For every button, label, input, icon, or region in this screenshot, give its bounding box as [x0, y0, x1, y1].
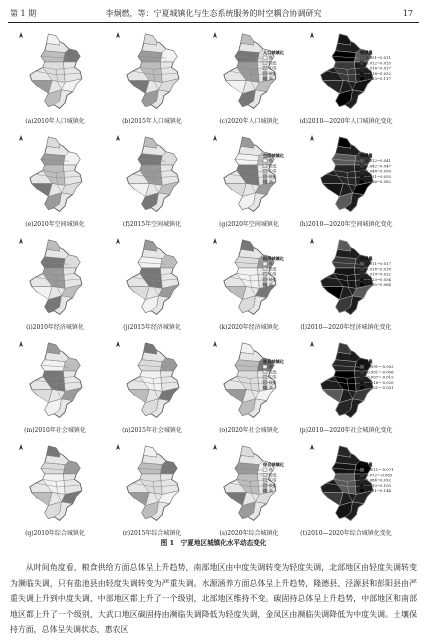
legend-swatch: [360, 180, 364, 184]
legend-label: 0.011~0.017: [366, 261, 391, 267]
level-map: [127, 34, 179, 108]
panel-caption: (s)2020年综合城镇化: [219, 530, 279, 537]
legend-label: 较低: [269, 472, 277, 478]
legend-swatch: [263, 478, 267, 482]
legend-swatch: [360, 489, 364, 493]
legend-label: 0.042~0.047: [366, 163, 391, 169]
panel-caption: (f)2015年空间城镇化: [122, 221, 182, 228]
legend-label: 中等: [269, 271, 277, 277]
legend-label: 中等: [269, 374, 277, 380]
legend-swatch: [263, 370, 267, 374]
legend-swatch: [263, 72, 267, 76]
legend-title: 增减量: [360, 50, 373, 55]
legend-label: 中等: [269, 168, 277, 174]
legend-swatch: [263, 375, 267, 379]
legend-label: 高: [269, 488, 273, 493]
legend-label: 0.056~0.082: [366, 179, 391, 184]
legend-label: -0.016~-0.020: [366, 379, 394, 385]
legend-swatch: [360, 56, 364, 60]
issue-number: 第 1 期: [10, 9, 37, 18]
legend-swatch: [360, 66, 364, 70]
legend-label: 0.072~-0.083: [366, 472, 393, 478]
legend-label: 低: [269, 364, 273, 370]
panel-caption: (l)2010—2020年经济城镇化变化: [300, 324, 392, 331]
change-legend: [360, 358, 394, 390]
figure-1: [0, 28, 427, 548]
legend-label: 低: [269, 158, 273, 164]
legend-swatch: [263, 381, 267, 385]
legend-swatch: [360, 365, 364, 369]
legend-swatch: [263, 365, 267, 369]
legend-swatch: [263, 489, 267, 493]
legend-label: 中等: [269, 477, 277, 483]
panel-caption: (r)2015年综合城镇化: [122, 530, 182, 537]
legend-swatch: [360, 272, 364, 276]
panel-caption: (a)2010年人口城镇化: [25, 118, 85, 125]
legend-label: 低: [269, 467, 273, 473]
level-map: [127, 446, 179, 520]
legend-swatch: [360, 169, 364, 173]
legend-label: 0.001~0.011: [366, 55, 391, 61]
legend-title: 增减量: [360, 462, 373, 467]
legend-label: 0.035~0.064: [366, 282, 391, 287]
legend-swatch: [263, 473, 267, 477]
legend-label: -0.007~-0.015: [366, 374, 394, 380]
north-arrow-icon: [310, 238, 314, 244]
legend-label: 较低: [269, 369, 277, 375]
legend-swatch: [360, 478, 364, 482]
legend-title: 人口城镇化: [263, 50, 284, 55]
north-arrow-icon: [213, 238, 217, 244]
legend-label: 较低: [269, 266, 277, 272]
legend-label: 0.101~0.144: [366, 488, 391, 493]
panel-caption: (o)2020年社会城镇化: [219, 427, 279, 434]
legend-label: 较低: [269, 163, 277, 169]
legend-label: 高: [269, 76, 273, 81]
figure-caption: 图 1 宁夏地区城镇化水平动态变化: [160, 539, 267, 547]
legend-label: 0.018~0.032: [366, 70, 391, 76]
north-arrow-icon: [310, 444, 314, 450]
north-arrow-icon: [19, 444, 23, 450]
panel-caption: (p)2010—2020年社会城镇化变化: [299, 427, 393, 434]
north-arrow-icon: [213, 32, 217, 38]
legend-label: -0.001~-0.006: [366, 369, 394, 375]
panel-caption: (h)2010—2020年空间城镇化变化: [299, 221, 393, 228]
panel-caption: (g)2020年空间城镇化: [219, 221, 279, 228]
legend-label: 0.012~0.015: [366, 60, 391, 66]
north-arrow-icon: [19, 32, 23, 38]
panel-caption: (t)2010—2020年综合城镇化变化: [300, 530, 392, 537]
legend-label: 0.048~0.050: [366, 168, 391, 174]
map-grid: [0, 28, 427, 548]
legend-swatch: [263, 278, 267, 282]
legend-label: -0.021~-0.051: [366, 385, 394, 390]
legend-label: 低: [269, 261, 273, 267]
level-map: [30, 446, 82, 520]
north-arrow-icon: [19, 341, 23, 347]
legend-swatch: [360, 278, 364, 282]
legend-label: 高: [269, 282, 273, 287]
north-arrow-icon: [310, 135, 314, 141]
legend-swatch: [360, 468, 364, 472]
level-map: [30, 343, 82, 417]
legend-title: 综合城镇化: [263, 462, 284, 467]
level-map: [30, 137, 82, 211]
legend-swatch: [360, 473, 364, 477]
north-arrow-icon: [310, 32, 314, 38]
north-arrow-icon: [213, 444, 217, 450]
legend-swatch: [360, 386, 364, 390]
north-arrow-icon: [19, 135, 23, 141]
legend-swatch: [263, 66, 267, 70]
legend-label: 0.012~0.041: [366, 158, 391, 164]
legend-swatch: [360, 267, 364, 271]
legend-swatch: [263, 164, 267, 168]
legend-swatch: [360, 484, 364, 488]
panel-caption: (e)2010年空间城镇化: [25, 221, 85, 228]
legend-swatch: [360, 375, 364, 379]
page-number: 17: [402, 9, 413, 18]
header-rule: [8, 22, 419, 23]
page-header: [0, 0, 427, 26]
panel-caption: (m)2010年社会城镇化: [24, 427, 86, 434]
change-legend: [360, 461, 394, 493]
north-arrow-icon: [116, 341, 120, 347]
north-arrow-icon: [116, 135, 120, 141]
legend-swatch: [263, 169, 267, 173]
north-arrow-icon: [19, 238, 23, 244]
level-map: [30, 240, 82, 314]
legend-title: 增减量: [360, 359, 373, 364]
legend-label: 较低: [269, 60, 277, 66]
legend-label: 0.016~0.017: [366, 65, 391, 71]
legend-swatch: [360, 72, 364, 76]
legend-swatch: [263, 159, 267, 163]
legend-swatch: [263, 484, 267, 488]
legend-title: 经济城镇化: [263, 256, 284, 261]
legend-title: 增减量: [360, 256, 373, 261]
level-map: [127, 137, 179, 211]
level-map: [30, 34, 82, 108]
legend-title: 增减量: [360, 153, 373, 158]
legend-swatch: [263, 262, 267, 266]
body-text: [10, 560, 417, 638]
legend-label: 0.019~0.022: [366, 271, 391, 277]
panel-caption: (q)2010年综合城镇化: [25, 530, 85, 537]
panel-caption: (b)2015年人口城镇化: [122, 118, 182, 125]
legend-label: -0.011~-0.071: [366, 467, 394, 473]
legend-label: 较高: [269, 276, 277, 282]
panel-caption: (d)2010—2020年人口城镇化变化: [299, 118, 393, 125]
legend-label: -0.091~-0.002: [366, 364, 394, 370]
legend-label: 0.018~0.018: [366, 266, 391, 272]
legend-label: 高: [269, 385, 273, 390]
legend-swatch: [360, 164, 364, 168]
legend-label: 0.023~0.034: [366, 276, 391, 282]
north-arrow-icon: [116, 238, 120, 244]
legend-swatch: [360, 381, 364, 385]
level-map: [127, 343, 179, 417]
legend-swatch: [263, 272, 267, 276]
body-paragraph: 从时间角度看，粮食供给方面总体呈上升趋势，南部地区由中度失调转变为轻度失调，北部地区由轻度失调转变为濒临失调，只有盐池县由轻度失调转变为严重失调。水源涵养方面总体呈上升趋势，隆德县、泾源县和彭阳县由严重失调上升到中度失调，中部地区都上升了一个级别，北部地区维持不变。碳固持总体呈上升趋势，中部地区和南部地区都上升了一个级别，大武口地区碳固持由濒临失调降低为轻度失调，金凤区由濒临失调降低为中度失调。土壤保持方面，总体呈失调状态，惠农区: [10, 563, 417, 635]
legend-swatch: [360, 159, 364, 163]
legend-swatch: [263, 267, 267, 271]
level-map: [127, 240, 179, 314]
legend-swatch: [263, 180, 267, 184]
legend-label: 中等: [269, 65, 277, 71]
legend-swatch: [263, 61, 267, 65]
legend-label: 0.033~0.117: [366, 76, 391, 81]
legend-swatch: [263, 56, 267, 60]
legend-label: 0.051~0.055: [366, 173, 391, 179]
panel-caption: (k)2020年经济城镇化: [219, 324, 279, 331]
legend-swatch: [360, 175, 364, 179]
legend-swatch: [360, 77, 364, 81]
panel-caption: (i)2010年经济城镇化: [26, 324, 84, 331]
north-arrow-icon: [213, 135, 217, 141]
legend-label: 0.084~0.092: [366, 477, 391, 483]
legend-label: 较高: [269, 482, 277, 488]
panel-caption: (j)2015年经济城镇化: [123, 324, 181, 331]
running-title: 李炯燃，等：宁夏城镇化与生态系统服务的时空耦合协调研究: [105, 9, 322, 18]
legend-label: 高: [269, 179, 273, 184]
legend-label: 低: [269, 55, 273, 61]
legend-label: 0.093~0.100: [366, 482, 391, 488]
legend-swatch: [360, 61, 364, 65]
legend-swatch: [263, 77, 267, 81]
legend-swatch: [360, 283, 364, 287]
legend-swatch: [263, 175, 267, 179]
legend-label: 较高: [269, 379, 277, 385]
legend-swatch: [360, 262, 364, 266]
north-arrow-icon: [116, 32, 120, 38]
legend-title: 空间城镇化: [263, 153, 284, 158]
legend-label: 较高: [269, 70, 277, 76]
legend-swatch: [263, 386, 267, 390]
legend-label: 较高: [269, 173, 277, 179]
north-arrow-icon: [213, 341, 217, 347]
panel-caption: (c)2020年人口城镇化: [219, 118, 279, 125]
legend-title: 社会城镇化: [263, 359, 284, 364]
legend-swatch: [263, 283, 267, 287]
north-arrow-icon: [116, 444, 120, 450]
legend-swatch: [263, 468, 267, 472]
north-arrow-icon: [310, 341, 314, 347]
legend-swatch: [360, 370, 364, 374]
panel-caption: (n)2015年社会城镇化: [122, 427, 182, 434]
